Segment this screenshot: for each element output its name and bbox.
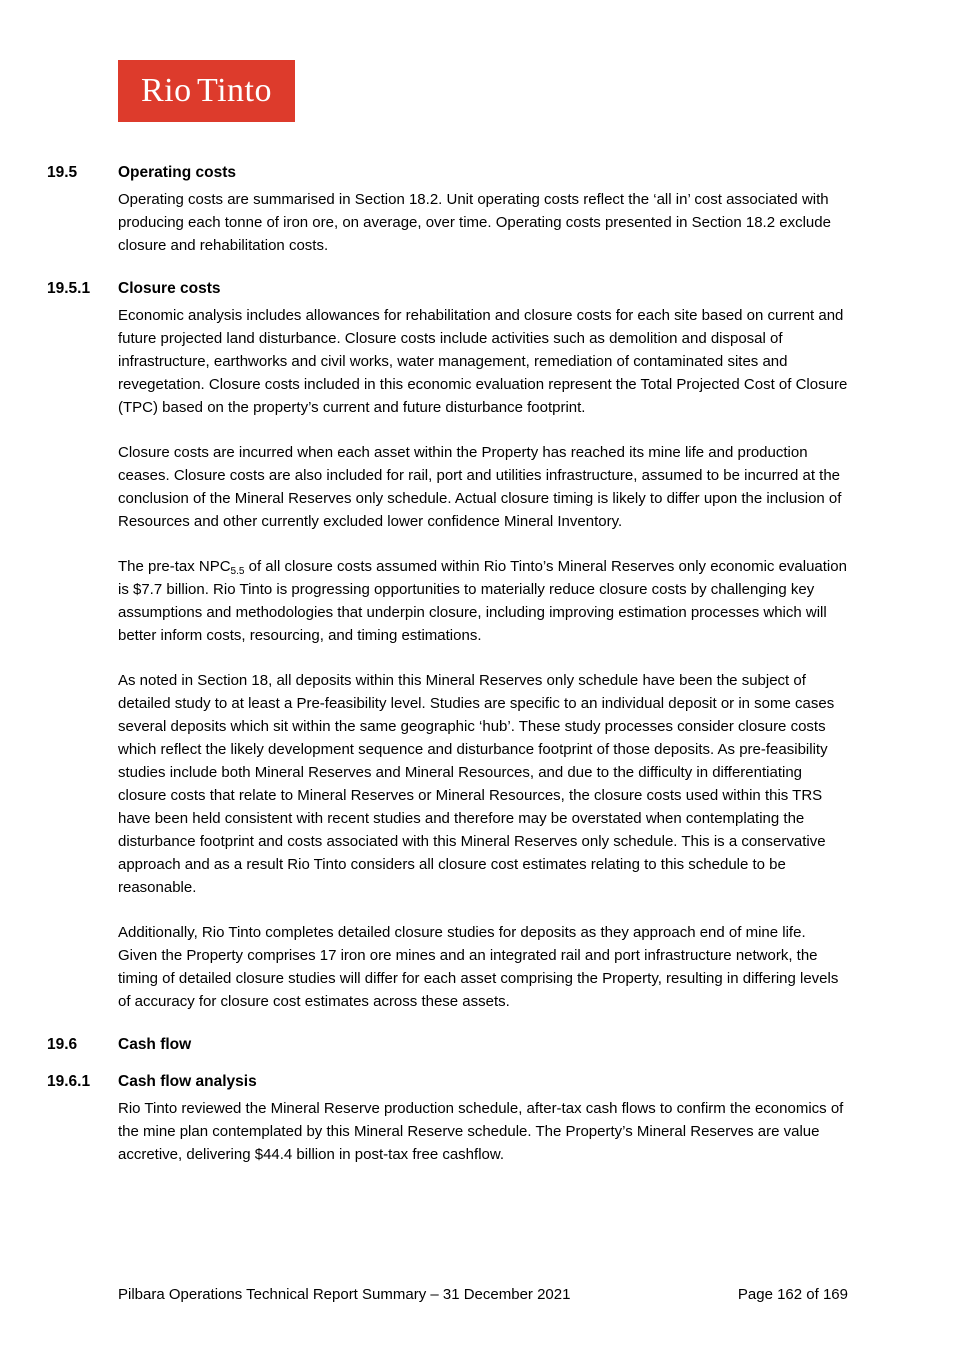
npc-subscript: 5.5: [230, 566, 245, 577]
section-number: 19.6: [47, 1036, 78, 1053]
paragraph-closure-costs-3: [118, 555, 848, 647]
footer-page-number: Page 162 of 169: [737, 1286, 848, 1303]
section-title: Cash flow: [118, 1036, 192, 1053]
section-title: Operating costs: [118, 164, 236, 181]
paragraph-operating-costs: Operating costs are summarised in Section 18.2. Unit operating costs reflect the ‘all in’ cost associated with producing each tonne of iron ore, on average, over time. Operating costs presented in Section 18.2 exclude closure and rehabilitation costs.: [118, 191, 831, 254]
rio-tinto-logo: [118, 60, 295, 122]
paragraph-closure-costs-5: Additionally, Rio Tinto completes detailed closure studies for deposits as they approach end of mine life. Given the Property comprises 17 iron ore mines and an integrated rail and port infrastructure network, the timing of detailed closure studies will differ for each asset comprising the Property, resulting in differing levels of accuracy for closure cost estimates across these assets.: [118, 924, 839, 1010]
section-heading-cash-flow-analysis: [47, 1072, 848, 1091]
section-title: Closure costs: [118, 280, 221, 297]
section-title: Cash flow analysis: [118, 1073, 257, 1090]
page-footer: [118, 1285, 848, 1304]
paragraph-cash-flow-analysis: Rio Tinto reviewed the Mineral Reserve production schedule, after-tax cash flows to confirm the economics of the mine plan contemplated by this Mineral Reserve schedule. The Property’s Mineral Reserves are value accretive, delivering $44.4 billion in post-tax free cashflow.: [118, 1100, 844, 1163]
section-heading-closure-costs: [47, 279, 848, 298]
section-heading-operating-costs: [47, 163, 848, 182]
paragraph-closure-costs-4: As noted in Section 18, all deposits within this Mineral Reserves only schedule have been the subject of detailed study to at least a Pre-feasibility level. Studies are specific to an individual deposit or in some cases several deposits which sit within the same geographic ‘hub’. These study processes consider closure costs which reflect the likely development sequence and disturbance footprint of those deposits. As pre-feasibility studies include both Mineral Reserves and Mineral Resources, and due to the difficulty in differentiating closure costs that relate to Mineral Reserves or Mineral Resources, the closure costs used within this TRS have been held consistent with recent studies and therefore may be overstated when contemplating the disturbance footprint and costs associated with this Mineral Reserves only schedule. This is a conservative approach and as a result Rio Tinto considers all closure cost estimates relating to this schedule to be reasonable.: [118, 672, 835, 896]
section-number: 19.5.1: [47, 280, 91, 297]
document-content: [0, 163, 965, 1188]
section-number: 19.6.1: [47, 1073, 91, 1090]
paragraph-text: The pre-tax NPC: [118, 558, 231, 575]
paragraph-text: of all closure costs assumed within Rio Tinto’s Mineral Reserves only economic evaluation is $7.7 billion. Rio Tinto is progressing opportunities to materially reduce closure costs by challenging key assumptions and methodologies that underpin closure, including improving estimation processes which will better inform costs, resourcing, and timing estimations.: [118, 558, 847, 644]
section-number: 19.5: [47, 164, 78, 181]
section-heading-cash-flow: [47, 1035, 848, 1054]
paragraph-closure-costs-2: Closure costs are incurred when each asset within the Property has reached its mine life and production ceases. Closure costs are also included for rail, port and utilities infrastructure, assumed to be incurred at the conclusion of the Mineral Reserves only schedule. Actual closure timing is likely to differ upon the inclusion of Resources and other currently excluded lower confidence Mineral Inventory.: [118, 444, 842, 530]
rio-tinto-logo-text: Rio Tinto: [141, 72, 272, 109]
paragraph-closure-costs-1: Economic analysis includes allowances for rehabilitation and closure costs for each site based on current and future projected land disturbance. Closure costs include activities such as demolition and disposal of infrastructure, earthworks and civil works, water management, remediation of contaminated sites and revegetation. Closure costs included in this economic evaluation represent the Total Projected Cost of Closure (TPC) based on the property’s current and future disturbance footprint.: [118, 307, 848, 416]
footer-document-title: Pilbara Operations Technical Report Summary – 31 December 2021: [118, 1286, 571, 1303]
